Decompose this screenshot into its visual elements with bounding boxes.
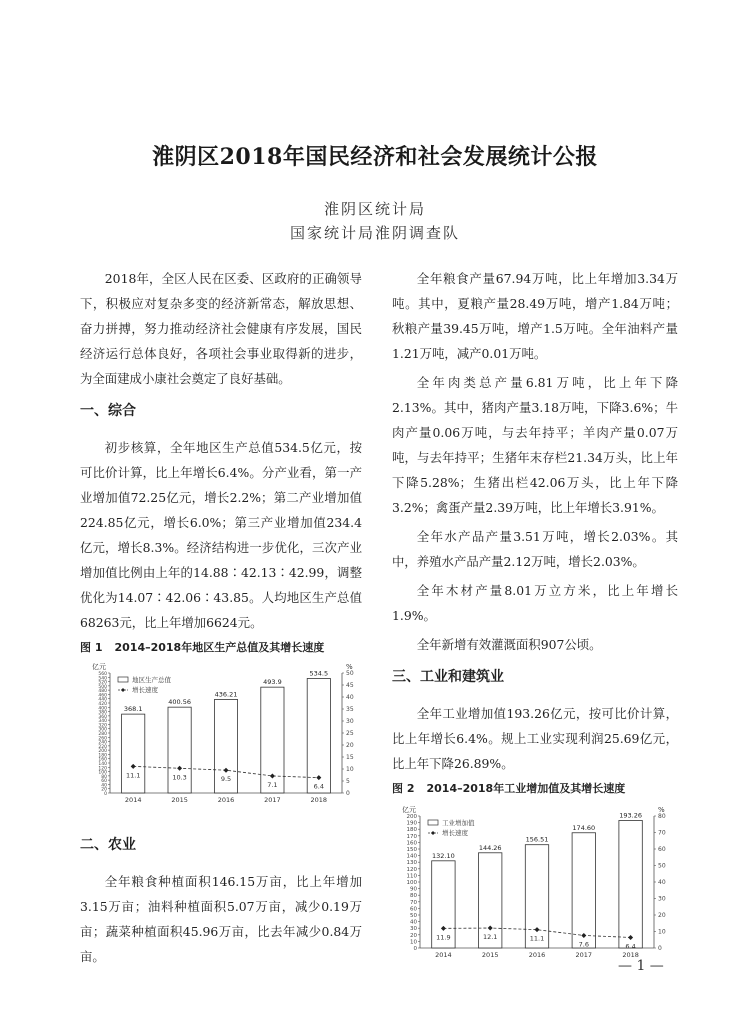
bar-2018 [619, 820, 642, 951]
x-tick-label: 2015 [481, 951, 499, 959]
left-tick-label: 200 [98, 749, 107, 755]
grain-output-paragraph: 全年粮食产量67.94万吨，比上年增加3.34万吨。其中，夏粮产量28.49万吨，增产1.84万吨；秋粮产量39.45万吨，增产1.5万吨。全年油料产量1.21万吨，减产0.01万吨。 [392, 271, 678, 361]
x-tick-label: 2014 [124, 796, 142, 804]
left-tick-label: 540 [98, 676, 107, 682]
left-tick-label: 90 [410, 886, 417, 893]
left-tick-label: 480 [98, 689, 107, 695]
left-tick-label: 420 [98, 702, 107, 707]
left-tick-label: 150 [406, 847, 417, 853]
bar-value-label: 156.51 [525, 835, 549, 844]
bar-2014 [122, 714, 145, 793]
right-tick-label: 15 [346, 754, 354, 761]
bar-value-label: 174.60 [572, 823, 596, 832]
left-tick-label: 110 [406, 873, 417, 880]
right-tick-label: 20 [346, 742, 354, 749]
section-heading-agriculture: 二、农业 [80, 837, 136, 853]
left-tick-label: 500 [98, 684, 107, 690]
left-tick-label: 160 [98, 757, 107, 763]
left-tick-label: 160 [406, 840, 417, 847]
gdp-paragraph: 初步核算，全年地区生产总值534.5亿元，按可比价计算，比上年增长6.4%。分产业看，第一产业增加值72.25亿元，增长2.2%；第二产业增加值224.85亿元，增长6.0%；第三产业增加值234.4亿元，增长8.3%。经济结构进一步优化，三次产业增加值比例由上年的14.88∶42.13∶42.99，调整优化为14.07∶42.06∶43.85。人均地区生产总值68263元，比上年增加6624元。 [80, 440, 362, 630]
legend-bar-swatch [428, 820, 438, 825]
growth-value-label: 7.6 [578, 940, 589, 949]
left-tick-label: 220 [98, 744, 107, 750]
left-tick-label: 30 [410, 926, 417, 933]
x-tick-label: 2015 [171, 796, 188, 804]
left-tick-label: 100 [98, 770, 107, 776]
x-tick-label: 2017 [575, 951, 593, 959]
figure-2-chart [392, 802, 678, 967]
right-tick-label: 20 [658, 912, 666, 919]
left-tick-label: 280 [98, 732, 107, 737]
left-tick-label: 80 [101, 774, 107, 780]
left-tick-label: 240 [98, 740, 107, 746]
left-tick-label: 0 [413, 946, 417, 952]
figure-2-number: 图 2 [392, 782, 415, 795]
right-axis-unit: % [346, 663, 353, 671]
right-tick-label: 45 [346, 682, 354, 689]
author-survey-team: 国家统计局淮阴调查队 [289, 224, 460, 242]
left-tick-label: 130 [406, 860, 417, 867]
left-tick-label: 120 [98, 766, 107, 772]
left-tick-label: 520 [98, 680, 107, 686]
figure-1-number: 图 1 [80, 641, 103, 654]
left-tick-label: 50 [410, 913, 417, 919]
growth-value-label: 7.1 [267, 780, 278, 789]
right-tick-label: 0 [346, 790, 350, 797]
left-tick-label: 190 [406, 820, 417, 827]
x-tick-label: 2018 [310, 796, 328, 804]
bar-value-label: 368.1 [123, 705, 143, 714]
bar-value-label: 400.56 [168, 698, 191, 707]
left-tick-label: 20 [410, 932, 417, 939]
growth-value-label: 6.4 [313, 782, 324, 791]
figure-2-caption [392, 780, 678, 798]
section-heading-industry: 三、工业和建筑业 [392, 669, 504, 685]
right-tick-label: 0 [658, 945, 662, 952]
irrigation-paragraph: 全年新增有效灌溉面积907公顷。 [416, 637, 602, 652]
bar-value-label: 132.10 [432, 851, 455, 860]
left-tick-label: 560 [98, 672, 107, 677]
left-axis-unit: 亿元 [92, 663, 106, 671]
x-tick-label: 2016 [217, 796, 235, 804]
page-number: — 1 — [618, 958, 664, 974]
left-tick-label: 320 [98, 723, 107, 729]
bar-value-label: 144.26 [478, 843, 502, 852]
right-tick-label: 5 [346, 778, 350, 785]
legend-line-marker [431, 831, 435, 835]
figure-2-title: 2014–2018年工业增加值及其增长速度 [426, 782, 626, 795]
right-column [392, 266, 678, 967]
figure-1-title: 2014–2018年地区生产总值及其增长速度 [114, 641, 325, 654]
right-tick-label: 30 [658, 895, 666, 903]
legend-bar-label: 工业增加值 [442, 819, 475, 827]
left-tick-label: 140 [98, 762, 107, 767]
document-title: 淮阴区2018年国民经济和社会发展统计公报 [152, 144, 598, 170]
left-tick-label: 100 [406, 880, 417, 886]
legend-bar-label: 地区生产总值 [132, 676, 171, 684]
left-tick-label: 460 [98, 693, 107, 699]
right-tick-label: 35 [346, 706, 354, 713]
left-tick-label: 120 [406, 866, 417, 873]
left-tick-label: 180 [98, 753, 107, 759]
growth-value-label: 11.9 [436, 933, 451, 942]
legend-line-label: 增长速度 [442, 829, 468, 837]
left-tick-label: 40 [101, 783, 107, 789]
right-tick-label: 40 [658, 879, 666, 886]
legend-line-marker [121, 688, 125, 692]
left-tick-label: 400 [98, 706, 107, 712]
x-tick-label: 2014 [435, 951, 452, 959]
left-tick-label: 40 [410, 919, 417, 926]
figure-1-caption [80, 639, 362, 657]
left-tick-label: 180 [406, 827, 417, 834]
left-tick-label: 10 [410, 939, 417, 946]
right-tick-label: 40 [346, 694, 354, 701]
growth-value-label: 12.1 [482, 933, 498, 942]
timber-paragraph: 全年木材产量8.01万立方米，比上年增长1.9%。 [392, 583, 678, 623]
growth-value-label: 11.1 [125, 771, 141, 780]
section-heading-general: 一、综合 [80, 403, 136, 419]
right-tick-label: 80 [658, 813, 666, 820]
bar-value-label: 534.5 [309, 669, 329, 678]
left-tick-label: 60 [101, 779, 107, 785]
left-tick-label: 300 [98, 727, 107, 733]
right-tick-label: 30 [346, 718, 354, 725]
x-tick-label: 2018 [622, 951, 639, 959]
bar-value-label: 436.21 [214, 690, 238, 699]
growth-value-label: 6.4 [625, 942, 636, 951]
left-tick-label: 70 [410, 899, 417, 906]
left-tick-label: 360 [98, 714, 107, 720]
left-tick-label: 140 [406, 853, 417, 860]
right-tick-label: 10 [658, 928, 666, 936]
left-tick-label: 340 [98, 719, 107, 725]
growth-value-label: 9.5 [220, 775, 232, 784]
left-axis-unit: 亿元 [402, 806, 416, 814]
x-tick-label: 2017 [264, 796, 281, 804]
right-tick-label: 60 [658, 846, 666, 853]
right-tick-label: 50 [346, 670, 354, 677]
left-tick-label: 0 [104, 792, 107, 797]
growth-value-label: 11.1 [529, 934, 545, 943]
author-bureau: 淮阴区统计局 [323, 200, 426, 218]
right-tick-label: 25 [346, 730, 354, 737]
right-tick-label: 10 [346, 766, 354, 773]
left-tick-label: 200 [406, 814, 417, 820]
intro-paragraph: 2018年，全区人民在区委、区政府的正确领导下，积极应对复杂多变的经济新常态，解放思想、奋力拼搏，努力推动经济社会健康有序发展，国民经济运行总体良好，各项社会事业取得新的进步，为全面建成小康社会奠定了良好基础。 [80, 271, 362, 386]
left-tick-label: 60 [410, 906, 417, 913]
aquatic-paragraph: 全年水产品产量3.51万吨，增长2.03%。其中，养殖水产品产量2.12万吨，增长2.03%。 [392, 529, 678, 569]
figure-1-chart [80, 661, 362, 811]
left-tick-label: 170 [406, 833, 417, 840]
right-tick-label: 50 [658, 862, 666, 870]
x-tick-label: 2016 [528, 951, 546, 959]
bar-2017 [572, 833, 595, 948]
agriculture-paragraph: 全年粮食种植面积146.15万亩，比上年增加3.15万亩；油料种植面积5.07万亩，减少0.19万亩；蔬菜种植面积45.96万亩，比去年减少0.84万亩。 [80, 874, 362, 964]
industry-paragraph: 全年工业增加值193.26亿元，按可比价计算，比上年增长6.4%。规上工业实现利润25.69亿元，比上年下降26.89%。 [392, 706, 678, 771]
legend-bar-swatch [118, 677, 128, 682]
right-tick-label: 70 [658, 829, 666, 837]
left-tick-label: 380 [98, 710, 107, 716]
left-column [80, 266, 362, 973]
left-tick-label: 260 [98, 736, 107, 742]
growth-value-label: 10.3 [172, 773, 187, 782]
bar-2016 [525, 845, 548, 948]
left-tick-label: 80 [410, 893, 417, 900]
legend-line-label: 增长速度 [132, 686, 158, 694]
left-tick-label: 20 [101, 787, 107, 793]
meat-output-paragraph: 全年肉类总产量6.81万吨，比上年下降2.13%。其中，猪肉产量3.18万吨，下降3.6%；牛肉产量0.06万吨，与去年持平；羊肉产量0.07万吨，与去年持平；生猪年末存栏21.34万头，比上年下降5.28%；生猪出栏42.06万头，比上年下降3.2%；禽蛋产量2.39万吨，比上年增长3.91%。 [392, 375, 678, 515]
bar-value-label: 493.9 [263, 678, 282, 687]
left-tick-label: 440 [98, 697, 107, 703]
bar-value-label: 193.26 [619, 811, 642, 820]
right-axis-unit: % [658, 806, 665, 814]
